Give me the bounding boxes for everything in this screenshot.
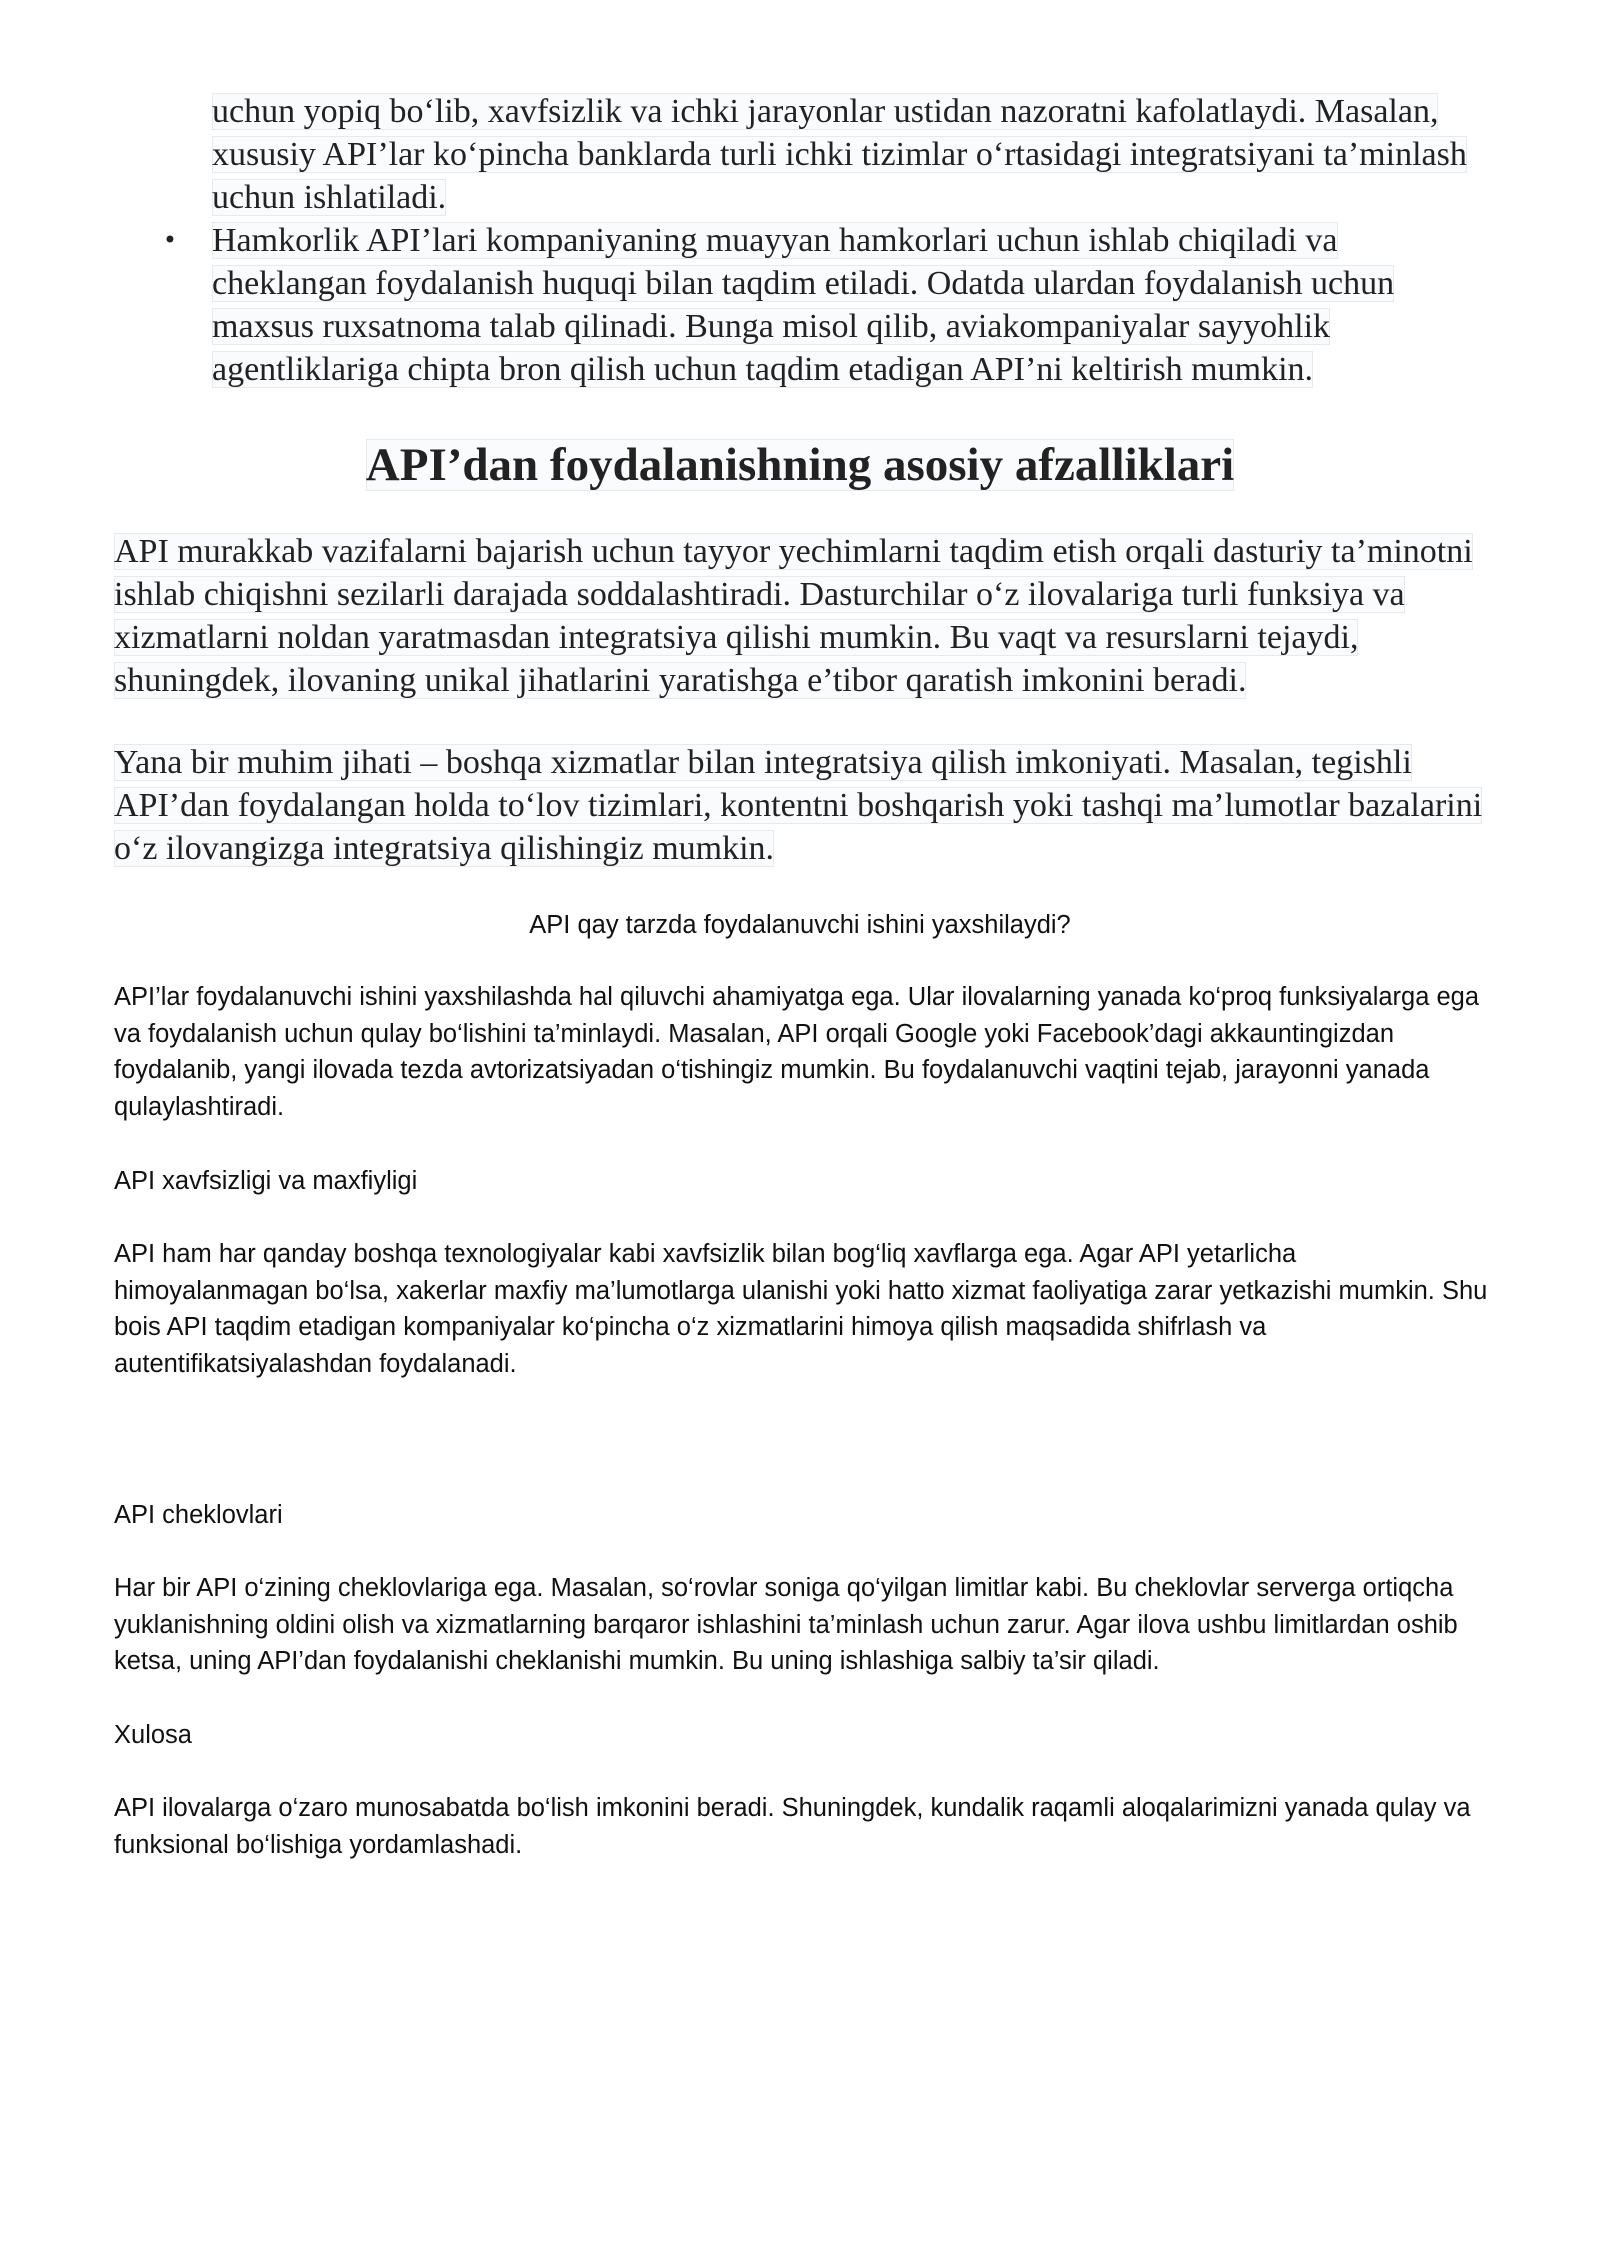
bullet-list (160, 90, 1490, 391)
bullet-partner-text: Hamkorlik API’lari kompaniyaning muayyan hamkorlari uchun ishlab chiqiladi va cheklangan foydalanish huquqi bilan taqdim etiladi. Odatda ulardan foydalanish uchun maxsus ruxsatnoma talab qilinadi. Bunga misol qilib, aviakompaniyalar sayyohlik agentliklariga chipta bron qilish uchun taqdim etadigan API’ni keltirish mumkin. (212, 222, 1395, 388)
conclusion-text: API ilovalarga o‘zaro munosabatda bo‘lish imkonini beradi. Shuningdek, kundalik raqamli aloqalarimizni yanada qulay va funksional bo‘lishiga yordamlashadi. (114, 1794, 1471, 1859)
limits-section-text: Har bir API o‘zining cheklovlariga ega. Masalan, so‘rovlar soniga qo‘yilgan limitlar kabi. Bu cheklovlar serverga ortiqcha yuklanishning oldini olish va xizmatlarning barqaror ishlashini ta’minlash uchun zarur. Agar ilova ushbu limitlardan oshib ketsa, uning API’dan foydalanishi cheklanishi mumkin. Bu uning ishlashiga salbiy ta’sir qiladi. (114, 1574, 1458, 1675)
paragraph-integration (114, 741, 1484, 870)
section-heading-text: API’dan foydalanishning asosiy afzalliklari (365, 439, 1235, 491)
section-heading (0, 435, 1600, 495)
ux-section-text: API’lar foydalanuvchi ishini yaxshilashda hal qiluvchi ahamiyatga ega. Ular ilovalarning yanada ko‘proq funksiyalarga ega va foydalanish uchun qulay bo‘lishini ta’minlaydi. Masalan, API orqali Google yoki Facebook’dagi akkauntingizdan foydalanib, yangi ilovada tezda avtorizatsiyadan o‘tishingiz mumkin. Bu foydalanuvchi vaqtini tejab, jarayonni yanada qulaylashtiradi. (114, 983, 1480, 1121)
bullet-continuation-text: uchun yopiq bo‘lib, xavfsizlik va ichki jarayonlar ustidan nazoratni kafolatlaydi. Masalan, xususiy API’lar ko‘pincha banklarda turli ichki tizimlar o‘rtasidagi integratsiyani ta’minlash uchun ishlatiladi. (212, 93, 1467, 216)
limits-section-title: API cheklovlari (114, 1501, 283, 1529)
security-section-title: API xavfsizligi va maxfiyligi (114, 1167, 418, 1195)
paragraph-benefits (114, 530, 1484, 702)
list-item (160, 90, 1490, 219)
security-section-text: API ham har qanday boshqa texnologiyalar kabi xavfsizlik bilan bog‘liq xavflarga ega. Agar API yetarlicha himoyalanmagan bo‘lsa, xakerlar maxfiy ma’lumotlarga ulanishi yoki hatto xizmat faoliyatiga zarar yetkazishi mumkin. Shu bois API taqdim etadigan kompaniyalar ko‘pincha o‘z xizmatlarini himoya qilish maqsadida shifrlash va autentifikatsiyalashdan foydalanadi. (114, 1240, 1488, 1378)
ux-section-title: API qay tarzda foydalanuvchi ishini yaxshilaydi? (529, 911, 1071, 939)
conclusion-title: Xulosa (114, 1721, 192, 1749)
list-item (160, 219, 1490, 391)
bullet-icon: • (162, 226, 178, 254)
paragraph-benefits-text: API murakkab vazifalarni bajarish uchun tayyor yechimlarni taqdim etish orqali dasturiy ta’minotni ishlab chiqishni sezilarli darajada soddalashtiradi. Dasturchilar o‘z ilovalariga turli funksiya va xizmatlarni noldan yaratmasdan integratsiya qilishi mumkin. Bu vaqt va resurslarni tejaydi, shuningdek, ilovaning unikal jihatlarini yaratishga e’tibor qaratish imkonini beradi. (114, 533, 1473, 699)
paragraph-integration-text: Yana bir muhim jihati – boshqa xizmatlar bilan integratsiya qilish imkoniyati. Masalan, tegishli API’dan foydalangan holda to‘lov tizimlari, kontentni boshqarish yoki tashqi ma’lumotlar bazalarini o‘z ilovangizga integratsiya qilishingiz mumkin. (114, 744, 1483, 867)
